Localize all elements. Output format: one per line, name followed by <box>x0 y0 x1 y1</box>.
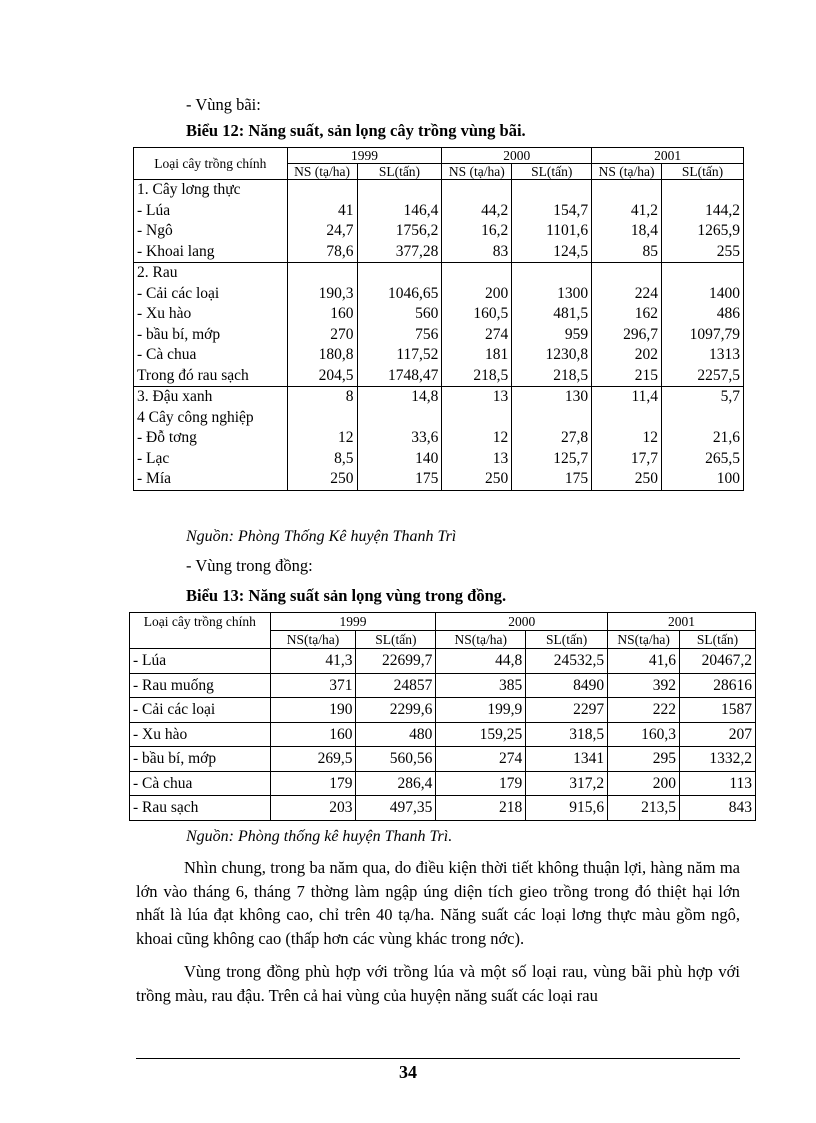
row-label: - bầu bí, mớp <box>134 325 288 346</box>
table-row <box>130 698 756 723</box>
table-cell: 255 <box>662 242 744 263</box>
table13-year: 2001 <box>608 613 756 631</box>
table-cell: 560,56 <box>356 747 436 772</box>
row-label: - Cải các loại <box>130 698 271 723</box>
table-cell: 560 <box>357 304 442 325</box>
page-number: 34 <box>399 1062 417 1082</box>
table-cell: 1265,9 <box>662 221 744 242</box>
table-cell: 28616 <box>680 673 756 698</box>
row-label: - Cà chua <box>130 771 271 796</box>
table-cell: 27,8 <box>512 428 592 449</box>
table-cell: 1341 <box>526 747 608 772</box>
table-cell: 296,7 <box>592 325 662 346</box>
table-row <box>134 449 744 470</box>
table13-sub-ns: NS(tạ/ha) <box>436 631 526 649</box>
table-cell: 377,28 <box>357 242 442 263</box>
table-row <box>134 469 744 490</box>
table-cell: 12 <box>287 428 357 449</box>
table-cell: 175 <box>357 469 442 490</box>
table-cell: 78,6 <box>287 242 357 263</box>
table-cell <box>592 180 662 201</box>
table-row <box>134 366 744 387</box>
table12-sub-sl: SL(tấn) <box>512 164 592 180</box>
table12-year: 2001 <box>592 148 744 164</box>
table-cell: 24532,5 <box>526 649 608 674</box>
table12-header-label: Loại cây trồng chính <box>134 148 288 180</box>
table-cell: 222 <box>608 698 680 723</box>
table-row <box>130 747 756 772</box>
table-cell: 481,5 <box>512 304 592 325</box>
table-cell: 175 <box>512 469 592 490</box>
table-cell: 180,8 <box>287 345 357 366</box>
table-cell <box>357 180 442 201</box>
table-cell: 213,5 <box>608 796 680 821</box>
table-row <box>134 428 744 449</box>
table-cell: 124,5 <box>512 242 592 263</box>
table-row <box>130 722 756 747</box>
table-cell: 18,4 <box>592 221 662 242</box>
table-row <box>134 263 744 284</box>
table-cell <box>662 180 744 201</box>
table-cell: 130 <box>512 387 592 408</box>
row-label: - Rau sạch <box>130 796 271 821</box>
table-cell: 207 <box>680 722 756 747</box>
table-cell: 200 <box>442 284 512 305</box>
table-cell: 224 <box>592 284 662 305</box>
table-cell: 160 <box>287 304 357 325</box>
table13-sub-ns: NS(tạ/ha) <box>270 631 356 649</box>
table-cell: 218 <box>436 796 526 821</box>
table-row <box>134 180 744 201</box>
table-cell: 21,6 <box>662 428 744 449</box>
table-cell: 959 <box>512 325 592 346</box>
row-label: - Đỗ tơng <box>134 428 288 449</box>
table-cell: 274 <box>442 325 512 346</box>
paragraph: Nhìn chung, trong ba năm qua, do điều kiện thời tiết không thuận lợi, hàng năm ma lớn vào tháng 6, tháng 7 thờng làm ngập úng diện tích gieo trồng trong đó thiệt hại lớn nhất là lúa đạt không cao, chỉ trên 40 tạ/ha. Năng suất các loại lơng thực màu gồm ngô, khoai cũng không cao (thấp hơn các vùng khác trong nớc). <box>136 858 740 948</box>
table-cell <box>442 263 512 284</box>
table-cell: 371 <box>270 673 356 698</box>
table-cell: 218,5 <box>512 366 592 387</box>
table-cell: 8490 <box>526 673 608 698</box>
table-cell: 41,6 <box>608 649 680 674</box>
table-cell <box>512 180 592 201</box>
table-cell: 915,6 <box>526 796 608 821</box>
table-cell: 1756,2 <box>357 221 442 242</box>
table-cell: 159,25 <box>436 722 526 747</box>
table-cell: 160,5 <box>442 304 512 325</box>
table-cell: 250 <box>442 469 512 490</box>
row-label: - Xu hào <box>134 304 288 325</box>
table12-year: 2000 <box>442 148 592 164</box>
table-row <box>134 325 744 346</box>
table-cell: 8,5 <box>287 449 357 470</box>
table-cell: 13 <box>442 387 512 408</box>
table-cell: 385 <box>436 673 526 698</box>
row-label: - Cải các loại <box>134 284 288 305</box>
table13-year: 2000 <box>436 613 608 631</box>
table-cell: 1400 <box>662 284 744 305</box>
row-label: - Mía <box>134 469 288 490</box>
row-label: - Lúa <box>130 649 271 674</box>
table-cell: 1101,6 <box>512 221 592 242</box>
table12-sub-ns: NS (tạ/ha) <box>592 164 662 180</box>
table-cell: 154,7 <box>512 201 592 222</box>
table-cell: 179 <box>436 771 526 796</box>
table12-year: 1999 <box>287 148 442 164</box>
table-row <box>134 387 744 408</box>
body-text <box>136 856 740 1007</box>
table-cell: 1313 <box>662 345 744 366</box>
table-cell: 203 <box>270 796 356 821</box>
table-cell <box>512 263 592 284</box>
table-cell: 270 <box>287 325 357 346</box>
table-cell: 202 <box>592 345 662 366</box>
table-row <box>130 673 756 698</box>
table-cell <box>592 408 662 429</box>
table13-sub-sl: SL(tấn) <box>356 631 436 649</box>
table-cell: 20467,2 <box>680 649 756 674</box>
table-cell: 160 <box>270 722 356 747</box>
paragraph: Vùng trong đồng phù hợp với trồng lúa và một số loại rau, vùng bãi phù hợp với trồng màu, rau đậu. Trên cả hai vùng của huyện năng suất các loại rau <box>136 962 740 1005</box>
row-label: 1. Cây lơng thực <box>134 180 288 201</box>
table13-sub-ns: NS(tạ/ha) <box>608 631 680 649</box>
row-label: - Xu hào <box>130 722 271 747</box>
table-cell: 11,4 <box>592 387 662 408</box>
table-cell: 274 <box>436 747 526 772</box>
table-cell: 33,6 <box>357 428 442 449</box>
table-cell: 199,9 <box>436 698 526 723</box>
table-cell: 17,7 <box>592 449 662 470</box>
table-cell: 179 <box>270 771 356 796</box>
table-cell: 1230,8 <box>512 345 592 366</box>
table-cell: 756 <box>357 325 442 346</box>
row-label: - Khoai lang <box>134 242 288 263</box>
table-cell <box>662 408 744 429</box>
footer-divider <box>136 1058 740 1059</box>
table-cell <box>287 180 357 201</box>
table-cell: 317,2 <box>526 771 608 796</box>
table12-sub-sl: SL(tấn) <box>357 164 442 180</box>
table-cell: 162 <box>592 304 662 325</box>
table-cell: 1332,2 <box>680 747 756 772</box>
table-cell: 44,8 <box>436 649 526 674</box>
table-cell: 41,2 <box>592 201 662 222</box>
table-cell <box>287 263 357 284</box>
row-label: - Rau muống <box>130 673 271 698</box>
table13-title: Biểu 13: Năng suất sản lọng vùng trong đồng. <box>186 586 507 605</box>
table-cell: 218,5 <box>442 366 512 387</box>
table-cell: 12 <box>592 428 662 449</box>
table-cell: 204,5 <box>287 366 357 387</box>
table-cell: 843 <box>680 796 756 821</box>
table-cell: 113 <box>680 771 756 796</box>
table-cell: 2257,5 <box>662 366 744 387</box>
table-row <box>134 408 744 429</box>
table-cell: 2297 <box>526 698 608 723</box>
table-row <box>134 345 744 366</box>
table-cell: 269,5 <box>270 747 356 772</box>
table-cell <box>592 263 662 284</box>
table-row <box>130 771 756 796</box>
table12-sub-ns: NS (tạ/ha) <box>287 164 357 180</box>
table13-year: 1999 <box>270 613 436 631</box>
table-cell <box>662 263 744 284</box>
section-vung-bai: - Vùng bãi: <box>186 95 261 114</box>
table-cell: 318,5 <box>526 722 608 747</box>
row-label: - Ngô <box>134 221 288 242</box>
table-cell: 190 <box>270 698 356 723</box>
table-cell: 140 <box>357 449 442 470</box>
table-cell: 13 <box>442 449 512 470</box>
row-label: Trong đó rau sạch <box>134 366 288 387</box>
table-cell: 250 <box>592 469 662 490</box>
table-cell: 392 <box>608 673 680 698</box>
table-cell: 1300 <box>512 284 592 305</box>
row-label: - Cà chua <box>134 345 288 366</box>
table-cell: 83 <box>442 242 512 263</box>
table-row <box>134 201 744 222</box>
row-label: 4 Cây công nghiệp <box>134 408 288 429</box>
table13-source: Nguồn: Phòng thống kê huyện Thanh Trì. <box>186 828 453 845</box>
table-cell: 1587 <box>680 698 756 723</box>
table-cell: 190,3 <box>287 284 357 305</box>
row-label: - Lạc <box>134 449 288 470</box>
table-cell <box>357 263 442 284</box>
row-label: - Lúa <box>134 201 288 222</box>
table-cell: 41,3 <box>270 649 356 674</box>
table-cell: 5,7 <box>662 387 744 408</box>
table-cell: 215 <box>592 366 662 387</box>
table-cell: 1097,79 <box>662 325 744 346</box>
table12-title: Biểu 12: Năng suất, sản lọng cây trồng vùng bãi. <box>186 121 526 140</box>
table12 <box>133 147 744 491</box>
table-cell: 24857 <box>356 673 436 698</box>
table-cell: 2299,6 <box>356 698 436 723</box>
table-cell <box>442 180 512 201</box>
table-cell: 16,2 <box>442 221 512 242</box>
table-cell: 14,8 <box>357 387 442 408</box>
row-label: 3. Đậu xanh <box>134 387 288 408</box>
table13-sub-sl: SL(tấn) <box>526 631 608 649</box>
table-cell <box>442 408 512 429</box>
table13-header-label: Loại cây trồng chính <box>130 613 271 649</box>
table-row <box>134 304 744 325</box>
table-cell: 497,35 <box>356 796 436 821</box>
table-cell: 486 <box>662 304 744 325</box>
table-cell: 85 <box>592 242 662 263</box>
table-cell: 1046,65 <box>357 284 442 305</box>
table-cell: 144,2 <box>662 201 744 222</box>
table13 <box>129 612 756 821</box>
row-label: - bầu bí, mớp <box>130 747 271 772</box>
table-cell: 12 <box>442 428 512 449</box>
table-row <box>134 242 744 263</box>
table-cell: 22699,7 <box>356 649 436 674</box>
row-label: 2. Rau <box>134 263 288 284</box>
table-cell: 125,7 <box>512 449 592 470</box>
table-cell: 265,5 <box>662 449 744 470</box>
table-cell: 44,2 <box>442 201 512 222</box>
table-cell: 250 <box>287 469 357 490</box>
table-row <box>130 796 756 821</box>
table-row <box>130 649 756 674</box>
table-cell: 8 <box>287 387 357 408</box>
table-cell: 24,7 <box>287 221 357 242</box>
table12-source: Nguồn: Phòng Thống Kê huyện Thanh Trì <box>186 528 457 545</box>
table-cell: 160,3 <box>608 722 680 747</box>
table13-sub-sl: SL(tấn) <box>680 631 756 649</box>
table-cell: 200 <box>608 771 680 796</box>
table-cell: 100 <box>662 469 744 490</box>
table-cell: 181 <box>442 345 512 366</box>
table-row <box>134 284 744 305</box>
table-cell <box>357 408 442 429</box>
table-cell: 41 <box>287 201 357 222</box>
table-cell: 295 <box>608 747 680 772</box>
table-cell: 286,4 <box>356 771 436 796</box>
table12-sub-sl: SL(tấn) <box>662 164 744 180</box>
table-cell <box>512 408 592 429</box>
section-vung-trong-dong: - Vùng trong đồng: <box>186 556 313 575</box>
table-cell: 480 <box>356 722 436 747</box>
table-cell <box>287 408 357 429</box>
table-cell: 1748,47 <box>357 366 442 387</box>
table-cell: 146,4 <box>357 201 442 222</box>
table-row <box>134 221 744 242</box>
table-cell: 117,52 <box>357 345 442 366</box>
table12-sub-ns: NS (tạ/ha) <box>442 164 512 180</box>
